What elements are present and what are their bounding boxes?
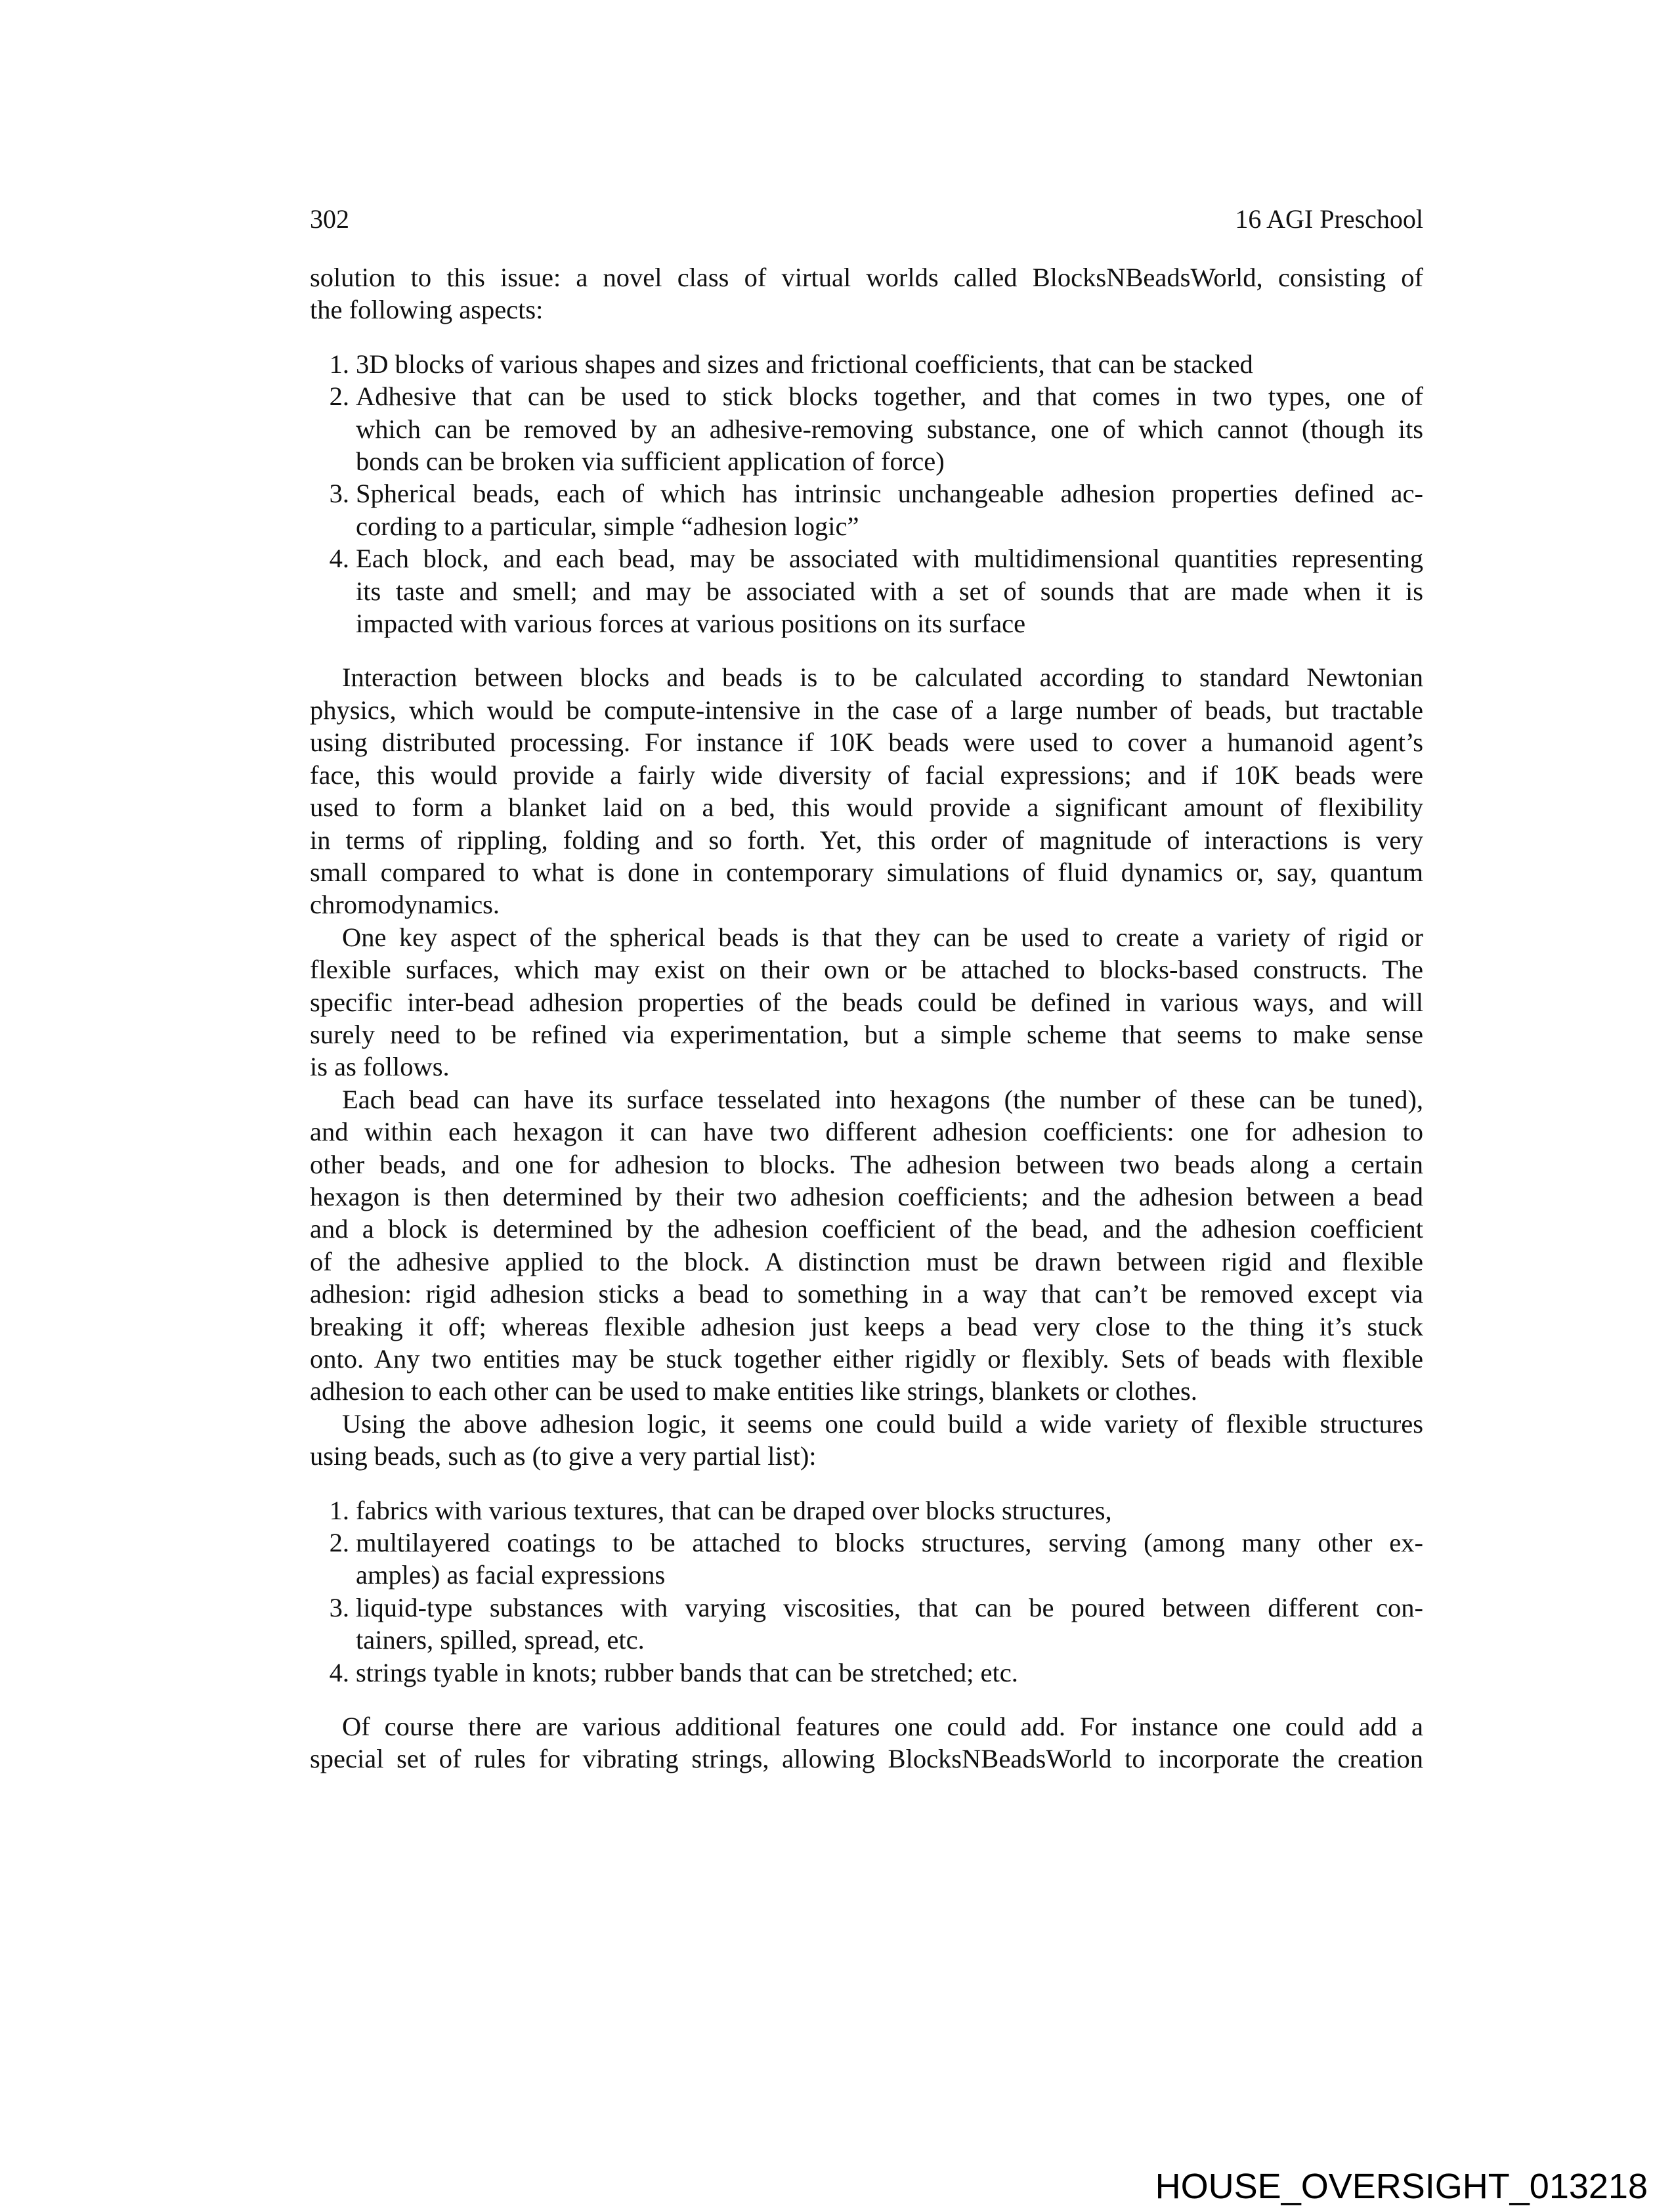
text-line: face, this would provide a fairly wide diversity of facial expressions; and if 10K beads were xyxy=(310,760,1423,790)
text-line: bonds can be broken via sufficient application of force) xyxy=(356,446,945,477)
list-number: 1. xyxy=(329,349,349,379)
running-header xyxy=(310,203,1423,236)
text-line: surely need to be refined via experimentation, but a simple scheme that seems to make sense xyxy=(310,1019,1423,1049)
text-line: special set of rules for vibrating strings, allowing BlocksNBeadsWorld to incorporate the creation xyxy=(310,1744,1423,1774)
text-line: breaking it off; whereas flexible adhesion just keeps a bead very close to the thing it’s stuck xyxy=(310,1311,1423,1341)
numbered-list xyxy=(310,1494,1423,1689)
list-item xyxy=(310,1527,1423,1592)
body-text xyxy=(310,261,1423,1775)
paragraph xyxy=(310,1408,1423,1473)
list-item xyxy=(310,348,1423,380)
text-line: Each block, and each bead, may be associated with multidimensional quantities representing xyxy=(356,544,1423,574)
chapter-title: 16 AGI Preschool xyxy=(1235,204,1423,234)
text-line: other beads, and one for adhesion to blocks. The adhesion between two beads along a certain xyxy=(310,1149,1423,1179)
text-line: adhesion to each other can be used to make entities like strings, blankets or clothes. xyxy=(310,1376,1197,1406)
text-line: Each bead can have its surface tesselated into hexagons (the number of these can be tuned), xyxy=(342,1084,1423,1114)
text-line: Spherical beads, each of which has intrinsic unchangeable adhesion properties defined ac- xyxy=(356,479,1423,509)
text-line: amples) as facial expressions xyxy=(356,1560,666,1590)
list-number: 4. xyxy=(329,544,349,574)
paragraph xyxy=(310,921,1423,1083)
text-line: physics, which would be compute-intensive in the case of a large number of beads, but tractable xyxy=(310,695,1423,725)
text-line: Adhesive that can be used to stick blocks together, and that comes in two types, one of xyxy=(356,381,1423,412)
block-gap xyxy=(310,1689,1423,1710)
text-line: of the adhesive applied to the block. A distinction must be drawn between rigid and flexible xyxy=(310,1246,1423,1276)
list-item xyxy=(310,1592,1423,1657)
list-number: 2. xyxy=(329,381,349,412)
text-line: solution to this issue: a novel class of virtual worlds called BlocksNBeadsWorld, consisting of xyxy=(310,263,1423,292)
text-line: specific inter-bead adhesion properties of the beads could be defined in various ways, and will xyxy=(310,987,1423,1017)
block-gap xyxy=(310,326,1423,348)
paragraph xyxy=(310,661,1423,921)
list-item xyxy=(310,1657,1423,1689)
text-line: the following aspects: xyxy=(310,295,544,325)
text-line: in terms of rippling, folding and so forth. Yet, this order of magnitude of interactions is very xyxy=(310,825,1423,855)
text-line: chromodynamics. xyxy=(310,890,500,920)
text-line: its taste and smell; and may be associated with a set of sounds that are made when it is xyxy=(356,576,1423,606)
text-line: flexible surfaces, which may exist on their own or be attached to blocks-based constructs. The xyxy=(310,955,1423,985)
paragraph xyxy=(310,1083,1423,1408)
list-item xyxy=(310,542,1423,640)
list-item xyxy=(310,380,1423,477)
text-line: using distributed processing. For instance if 10K beads were used to cover a humanoid agent’s xyxy=(310,727,1423,758)
text-line: is as follows. xyxy=(310,1052,450,1082)
list-number: 3. xyxy=(329,1592,349,1622)
text-line: 3D blocks of various shapes and sizes and frictional coefficients, that can be stacked xyxy=(356,349,1253,379)
text-line: multilayered coatings to be attached to blocks structures, serving (among many other ex- xyxy=(356,1528,1423,1558)
text-line: hexagon is then determined by their two adhesion coefficients; and the adhesion between a bead xyxy=(310,1181,1423,1211)
text-line: onto. Any two entities may be stuck together either rigidly or flexibly. Sets of beads with flexible xyxy=(310,1344,1423,1374)
list-number: 2. xyxy=(329,1528,349,1558)
text-line: Using the above adhesion logic, it seems one could build a wide variety of flexible structures xyxy=(342,1408,1423,1439)
text-line: tainers, spilled, spread, etc. xyxy=(356,1625,645,1655)
paragraph xyxy=(310,261,1423,326)
text-line: fabrics with various textures, that can be draped over blocks structures, xyxy=(356,1495,1112,1525)
list-item xyxy=(310,477,1423,542)
text-line: adhesion: rigid adhesion sticks a bead to something in a way that can’t be removed except via xyxy=(310,1279,1423,1309)
bates-number: HOUSE_OVERSIGHT_013218 xyxy=(1155,2167,1648,2206)
text-line: small compared to what is done in contemporary simulations of fluid dynamics or, say, quantum xyxy=(310,857,1423,887)
list-number: 4. xyxy=(329,1657,349,1687)
text-line: strings tyable in knots; rubber bands that can be stretched; etc. xyxy=(356,1657,1018,1687)
list-number: 3. xyxy=(329,479,349,509)
text-line: liquid-type substances with varying viscosities, that can be poured between different con- xyxy=(356,1592,1423,1622)
list-item xyxy=(310,1494,1423,1527)
text-line: One key aspect of the spherical beads is that they can be used to create a variety of rigid or xyxy=(342,922,1423,952)
text-line: Interaction between blocks and beads is to be calculated according to standard Newtonian xyxy=(342,662,1423,693)
text-line: and a block is determined by the adhesion coefficient of the bead, and the adhesion coefficient xyxy=(310,1214,1423,1244)
block-gap xyxy=(310,1473,1423,1494)
text-line: cording to a particular, simple “adhesion logic” xyxy=(356,511,859,541)
text-line: Of course there are various additional features one could add. For instance one could add a xyxy=(342,1712,1423,1742)
text-line: and within each hexagon it can have two different adhesion coefficients: one for adhesion to xyxy=(310,1117,1423,1147)
paragraph xyxy=(310,1710,1423,1775)
numbered-list xyxy=(310,348,1423,640)
text-line: impacted with various forces at various positions on its surface xyxy=(356,609,1026,639)
text-line: using beads, such as (to give a very partial list): xyxy=(310,1441,817,1471)
page-number: 302 xyxy=(310,204,349,234)
text-line: used to form a blanket laid on a bed, this would provide a significant amount of flexibility xyxy=(310,792,1423,823)
block-gap xyxy=(310,640,1423,661)
list-number: 1. xyxy=(329,1495,349,1525)
text-line: which can be removed by an adhesive-removing substance, one of which cannot (though its xyxy=(356,414,1423,444)
